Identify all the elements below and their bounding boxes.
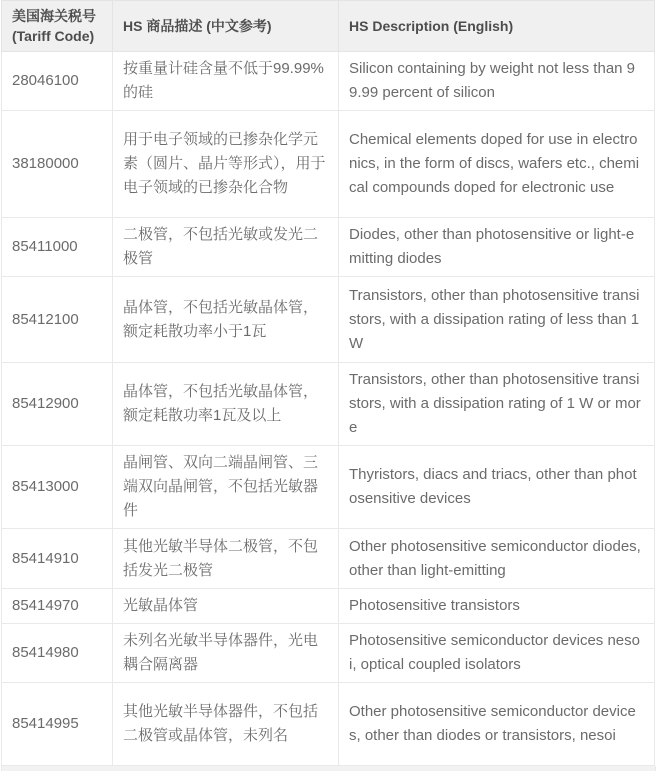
en-description-cell: Other photosensitive semiconductor devices, other than diodes or transistors, nesoi [339, 683, 655, 766]
table-row [2, 111, 655, 218]
header-tariff-code-cn: 美国海关税号 [12, 8, 96, 24]
en-description-cell: Photosensitive transistors [339, 589, 655, 624]
en-description-cell: Transistors, other than photosensitive transistors, with a dissipation rating of less than 1 W [339, 277, 655, 363]
table-row [2, 363, 655, 446]
tariff-code-cell: 85414970 [2, 589, 113, 624]
header-cn-description: HS 商品描述 (中文参考) [113, 1, 339, 52]
en-description-cell: Photosensitive semiconductor devices nesoi, optical coupled isolators [339, 624, 655, 683]
cn-description-cell: 用于电子领域的已掺杂化学元素（圆片、晶片等形式），用于电子领域的已掺杂化合物 [113, 111, 339, 218]
tariff-code-cell: 85414980 [2, 624, 113, 683]
header-tariff-code [2, 1, 113, 52]
tariff-code-cell: 85411000 [2, 218, 113, 277]
header-en-description: HS Description (English) [339, 1, 655, 52]
en-description-cell: Other photosensitive semiconductor diodes, other than light-emitting [339, 529, 655, 589]
table-row [2, 624, 655, 683]
en-description-cell: Diodes, other than photosensitive or light-emitting diodes [339, 218, 655, 277]
cn-description-cell: 二极管，不包括光敏或发光二极管 [113, 218, 339, 277]
en-description-cell: Thyristors, diacs and triacs, other than photosensitive devices [339, 446, 655, 529]
tariff-code-table [1, 0, 655, 766]
next-row-cutoff-strip [1, 766, 656, 771]
tariff-code-cell: 85413000 [2, 446, 113, 529]
table-row [2, 529, 655, 589]
cn-description-cell: 其他光敏半导体二极管，不包括发光二极管 [113, 529, 339, 589]
cn-description-cell: 未列名光敏半导体器件，光电耦合隔离器 [113, 624, 339, 683]
tariff-table-container [1, 0, 655, 771]
cn-description-cell: 其他光敏半导体器件，不包括二极管或晶体管，未列名 [113, 683, 339, 766]
en-description-cell: Silicon containing by weight not less than 99.99 percent of silicon [339, 52, 655, 111]
tariff-code-cell: 85412100 [2, 277, 113, 363]
table-row [2, 589, 655, 624]
table-row [2, 52, 655, 111]
table-row [2, 218, 655, 277]
cn-description-cell: 晶体管，不包括光敏晶体管，额定耗散功率1瓦及以上 [113, 363, 339, 446]
cn-description-cell: 光敏晶体管 [113, 589, 339, 624]
tariff-code-cell: 38180000 [2, 111, 113, 218]
tariff-code-cell: 85414995 [2, 683, 113, 766]
cn-description-cell: 按重量计硅含量不低于99.99%的硅 [113, 52, 339, 111]
table-row [2, 446, 655, 529]
cn-description-cell: 晶闸管、双向二端晶闸管、三端双向晶闸管，不包括光敏器件 [113, 446, 339, 529]
header-tariff-code-en: (Tariff Code) [12, 28, 95, 44]
table-row [2, 277, 655, 363]
en-description-cell: Transistors, other than photosensitive transistors, with a dissipation rating of 1 W or more [339, 363, 655, 446]
tariff-code-cell: 28046100 [2, 52, 113, 111]
en-description-cell: Chemical elements doped for use in electronics, in the form of discs, wafers etc., chemical compounds doped for electronic use [339, 111, 655, 218]
tariff-code-cell: 85412900 [2, 363, 113, 446]
table-row [2, 683, 655, 766]
cn-description-cell: 晶体管，不包括光敏晶体管，额定耗散功率小于1瓦 [113, 277, 339, 363]
tariff-code-cell: 85414910 [2, 529, 113, 589]
table-header-row [2, 1, 655, 52]
